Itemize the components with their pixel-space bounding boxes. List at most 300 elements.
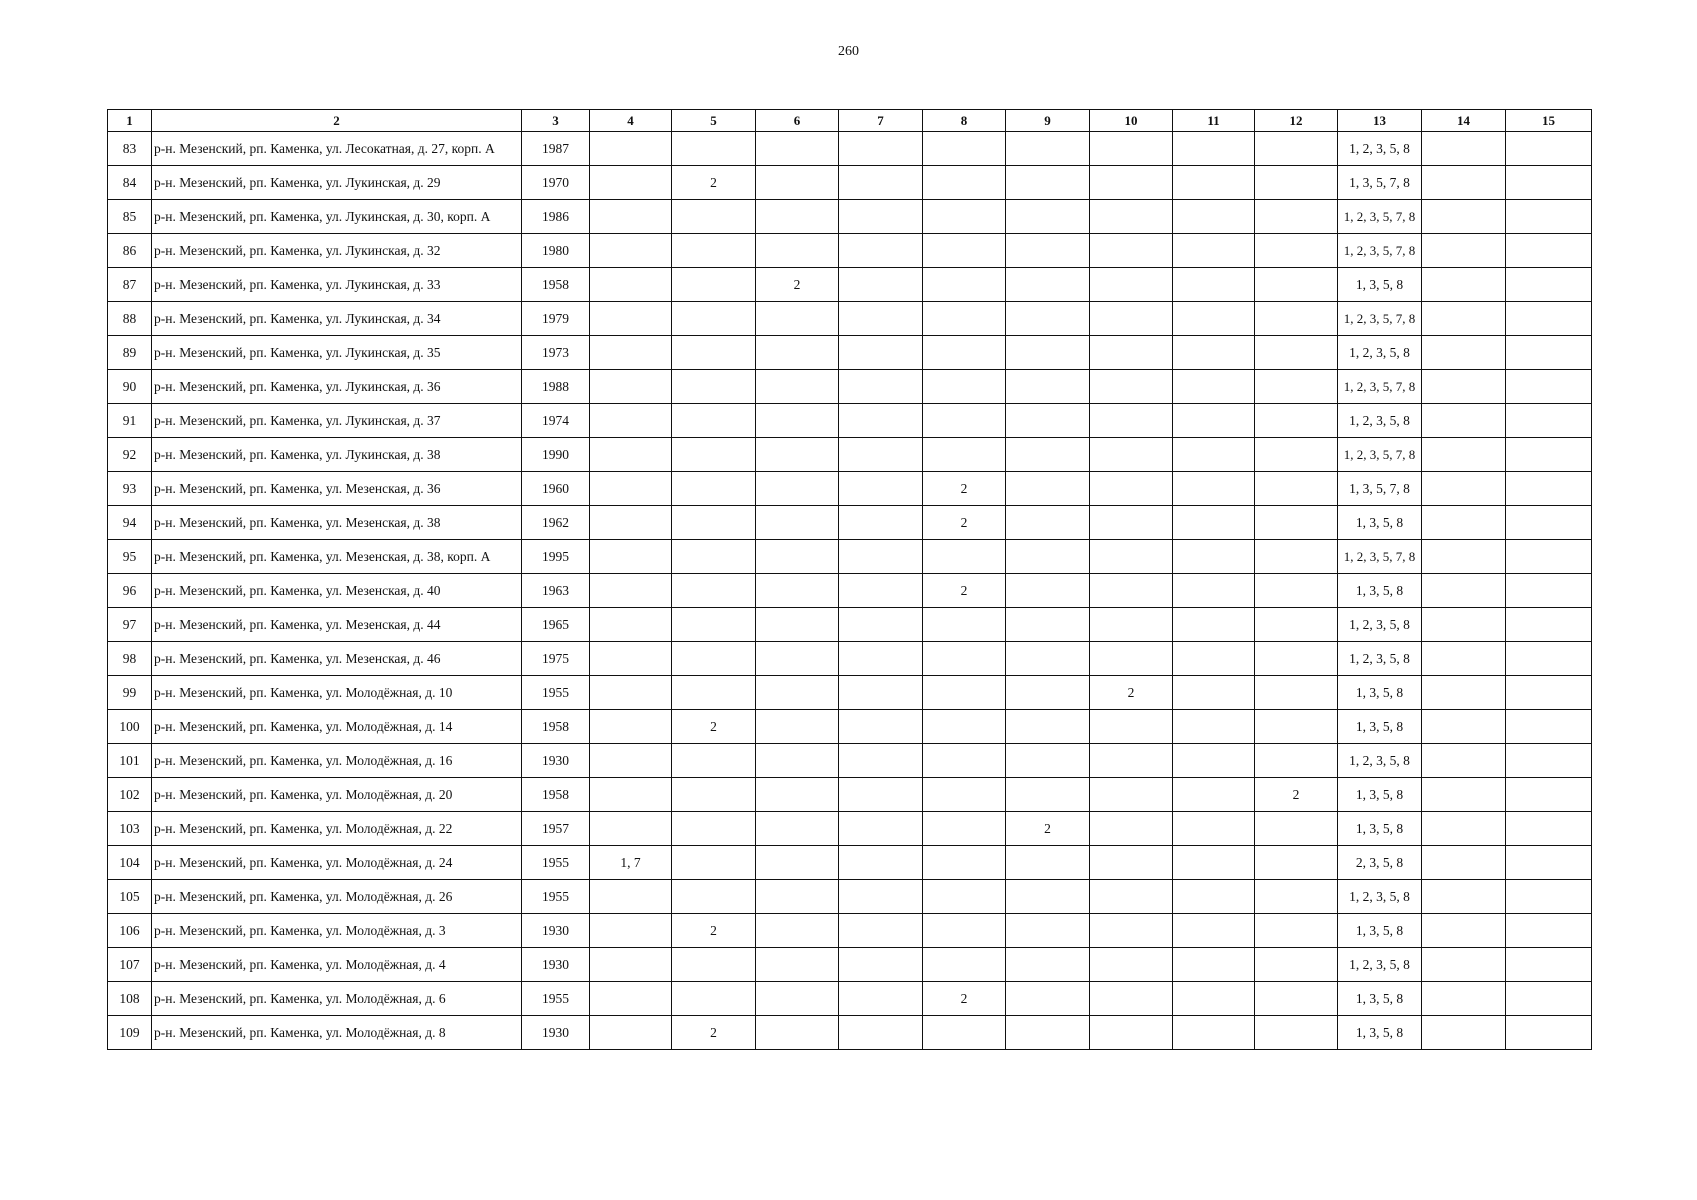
table-cell-col-5: 2 [672, 914, 756, 948]
table-cell-col-7 [839, 132, 923, 166]
table-cell-col-6 [756, 710, 839, 744]
table-cell-col-13: 1, 3, 5, 8 [1338, 812, 1422, 846]
table-cell-col-10 [1090, 948, 1173, 982]
table-cell-col-13: 1, 2, 3, 5, 7, 8 [1338, 234, 1422, 268]
table-cell-col-14 [1422, 404, 1506, 438]
table-cell-col-4 [590, 1016, 672, 1050]
table-cell-col-1: 99 [108, 676, 152, 710]
table-cell-col-11 [1173, 438, 1255, 472]
table-cell-col-1: 108 [108, 982, 152, 1016]
table-cell-col-1: 88 [108, 302, 152, 336]
table-cell-col-4 [590, 234, 672, 268]
table-cell-col-10 [1090, 710, 1173, 744]
table-cell-col-11 [1173, 812, 1255, 846]
column-header-10: 10 [1090, 110, 1173, 132]
table-cell-col-13: 1, 2, 3, 5, 8 [1338, 744, 1422, 778]
table-cell-col-11 [1173, 608, 1255, 642]
table-cell-col-8 [923, 540, 1006, 574]
table-cell-col-3: 1995 [522, 540, 590, 574]
table-cell-col-1: 107 [108, 948, 152, 982]
table-cell-col-12 [1255, 234, 1338, 268]
table-cell-col-12 [1255, 982, 1338, 1016]
table-cell-col-8 [923, 132, 1006, 166]
table-cell-col-10 [1090, 608, 1173, 642]
table-cell-col-4 [590, 506, 672, 540]
table-cell-col-10 [1090, 336, 1173, 370]
table-cell-col-1: 84 [108, 166, 152, 200]
table-cell-col-9 [1006, 778, 1090, 812]
table-cell-col-4 [590, 472, 672, 506]
table-cell-col-4 [590, 914, 672, 948]
table-cell-col-12 [1255, 506, 1338, 540]
table-cell-col-9 [1006, 302, 1090, 336]
table-cell-col-3: 1955 [522, 846, 590, 880]
table-cell-col-6 [756, 302, 839, 336]
table-cell-col-11 [1173, 132, 1255, 166]
table-cell-col-14 [1422, 982, 1506, 1016]
table-cell-col-6 [756, 948, 839, 982]
table-cell-col-14 [1422, 200, 1506, 234]
table-cell-col-8 [923, 812, 1006, 846]
table-cell-col-15 [1506, 778, 1592, 812]
column-header-3: 3 [522, 110, 590, 132]
table-cell-col-8: 2 [923, 574, 1006, 608]
table-cell-col-13: 1, 3, 5, 8 [1338, 574, 1422, 608]
table-cell-col-6 [756, 914, 839, 948]
table-row [108, 744, 1592, 778]
table-row [108, 608, 1592, 642]
table-cell-col-2: р-н. Мезенский, рп. Каменка, ул. Мезенская, д. 38, корп. А [152, 540, 522, 574]
table-cell-col-6 [756, 744, 839, 778]
table-cell-col-11 [1173, 778, 1255, 812]
table-cell-col-14 [1422, 506, 1506, 540]
table-row [108, 846, 1592, 880]
table-cell-col-8 [923, 268, 1006, 302]
table-row [108, 914, 1592, 948]
column-header-11: 11 [1173, 110, 1255, 132]
table-cell-col-2: р-н. Мезенский, рп. Каменка, ул. Мезенская, д. 44 [152, 608, 522, 642]
table-cell-col-12 [1255, 846, 1338, 880]
table-cell-col-1: 93 [108, 472, 152, 506]
table-cell-col-5 [672, 642, 756, 676]
table-cell-col-12 [1255, 880, 1338, 914]
table-cell-col-15 [1506, 812, 1592, 846]
table-cell-col-3: 1979 [522, 302, 590, 336]
column-header-15: 15 [1506, 110, 1592, 132]
table-cell-col-4 [590, 778, 672, 812]
table-cell-col-12 [1255, 642, 1338, 676]
table-cell-col-12 [1255, 574, 1338, 608]
table-cell-col-11 [1173, 948, 1255, 982]
table-cell-col-13: 1, 3, 5, 7, 8 [1338, 472, 1422, 506]
table-cell-col-13: 1, 3, 5, 8 [1338, 1016, 1422, 1050]
table-cell-col-15 [1506, 948, 1592, 982]
table-row [108, 982, 1592, 1016]
table-cell-col-15 [1506, 676, 1592, 710]
table-cell-col-13: 1, 3, 5, 8 [1338, 914, 1422, 948]
table-row [108, 676, 1592, 710]
table-cell-col-10 [1090, 200, 1173, 234]
table-cell-col-11 [1173, 642, 1255, 676]
table-row [108, 132, 1592, 166]
table-cell-col-5 [672, 744, 756, 778]
table-cell-col-12 [1255, 370, 1338, 404]
table-cell-col-11 [1173, 540, 1255, 574]
table-cell-col-10 [1090, 642, 1173, 676]
table-row [108, 506, 1592, 540]
table-cell-col-2: р-н. Мезенский, рп. Каменка, ул. Мезенская, д. 46 [152, 642, 522, 676]
table-cell-col-15 [1506, 268, 1592, 302]
table-cell-col-11 [1173, 846, 1255, 880]
table-cell-col-11 [1173, 200, 1255, 234]
table-cell-col-14 [1422, 710, 1506, 744]
table-cell-col-9 [1006, 1016, 1090, 1050]
table-cell-col-12 [1255, 302, 1338, 336]
table-cell-col-12 [1255, 608, 1338, 642]
table-cell-col-5 [672, 336, 756, 370]
table-cell-col-4 [590, 710, 672, 744]
table-cell-col-7 [839, 914, 923, 948]
table-cell-col-4 [590, 812, 672, 846]
table-cell-col-6 [756, 540, 839, 574]
table-cell-col-10 [1090, 744, 1173, 778]
table-cell-col-3: 1930 [522, 744, 590, 778]
table-cell-col-6 [756, 336, 839, 370]
table-cell-col-15 [1506, 642, 1592, 676]
table-cell-col-7 [839, 302, 923, 336]
table-cell-col-11 [1173, 234, 1255, 268]
table-cell-col-11 [1173, 472, 1255, 506]
table-cell-col-5 [672, 676, 756, 710]
table-cell-col-13: 1, 3, 5, 8 [1338, 506, 1422, 540]
table-cell-col-3: 1987 [522, 132, 590, 166]
table-cell-col-3: 1974 [522, 404, 590, 438]
table-cell-col-15 [1506, 846, 1592, 880]
table-cell-col-2: р-н. Мезенский, рп. Каменка, ул. Молодёжная, д. 4 [152, 948, 522, 982]
table-cell-col-11 [1173, 982, 1255, 1016]
table-row [108, 268, 1592, 302]
table-cell-col-12 [1255, 472, 1338, 506]
table-cell-col-6 [756, 234, 839, 268]
table-cell-col-10 [1090, 914, 1173, 948]
table-cell-col-15 [1506, 880, 1592, 914]
table-cell-col-12 [1255, 676, 1338, 710]
table-cell-col-10 [1090, 404, 1173, 438]
table-cell-col-15 [1506, 336, 1592, 370]
table-cell-col-15 [1506, 404, 1592, 438]
table-cell-col-13: 1, 3, 5, 8 [1338, 982, 1422, 1016]
table-cell-col-5 [672, 370, 756, 404]
table-cell-col-2: р-н. Мезенский, рп. Каменка, ул. Лукинская, д. 37 [152, 404, 522, 438]
table-cell-col-2: р-н. Мезенский, рп. Каменка, ул. Молодёжная, д. 6 [152, 982, 522, 1016]
table-cell-col-7 [839, 1016, 923, 1050]
table-cell-col-1: 101 [108, 744, 152, 778]
table-cell-col-12 [1255, 132, 1338, 166]
table-cell-col-14 [1422, 370, 1506, 404]
table-cell-col-13: 1, 3, 5, 8 [1338, 676, 1422, 710]
table-cell-col-11 [1173, 1016, 1255, 1050]
table-cell-col-11 [1173, 404, 1255, 438]
table-cell-col-9 [1006, 506, 1090, 540]
table-cell-col-2: р-н. Мезенский, рп. Каменка, ул. Лукинская, д. 33 [152, 268, 522, 302]
table-cell-col-13: 1, 2, 3, 5, 8 [1338, 880, 1422, 914]
table-cell-col-4 [590, 336, 672, 370]
table-cell-col-1: 95 [108, 540, 152, 574]
table-cell-col-2: р-н. Мезенский, рп. Каменка, ул. Лукинская, д. 35 [152, 336, 522, 370]
table-cell-col-15 [1506, 472, 1592, 506]
table-cell-col-8 [923, 608, 1006, 642]
column-header-1: 1 [108, 110, 152, 132]
table-cell-col-9 [1006, 200, 1090, 234]
table-cell-col-5 [672, 880, 756, 914]
table-cell-col-7 [839, 336, 923, 370]
table-cell-col-7 [839, 404, 923, 438]
table-cell-col-11 [1173, 710, 1255, 744]
table-cell-col-14 [1422, 642, 1506, 676]
table-cell-col-14 [1422, 166, 1506, 200]
table-cell-col-7 [839, 438, 923, 472]
table-cell-col-8 [923, 336, 1006, 370]
table-cell-col-14 [1422, 234, 1506, 268]
table-cell-col-9 [1006, 846, 1090, 880]
table-cell-col-6 [756, 438, 839, 472]
table-row [108, 472, 1592, 506]
table-cell-col-11 [1173, 166, 1255, 200]
table-cell-col-5 [672, 132, 756, 166]
table-cell-col-4: 1, 7 [590, 846, 672, 880]
table-cell-col-15 [1506, 540, 1592, 574]
table-cell-col-7 [839, 744, 923, 778]
table-cell-col-3: 1962 [522, 506, 590, 540]
table-cell-col-2: р-н. Мезенский, рп. Каменка, ул. Лукинская, д. 38 [152, 438, 522, 472]
table-cell-col-14 [1422, 948, 1506, 982]
table-cell-col-9 [1006, 404, 1090, 438]
table-cell-col-7 [839, 710, 923, 744]
table-cell-col-14 [1422, 914, 1506, 948]
table-cell-col-15 [1506, 200, 1592, 234]
table-cell-col-5 [672, 574, 756, 608]
table-cell-col-3: 1955 [522, 880, 590, 914]
table-cell-col-9 [1006, 676, 1090, 710]
table-cell-col-15 [1506, 710, 1592, 744]
table-cell-col-7 [839, 778, 923, 812]
table-cell-col-3: 1957 [522, 812, 590, 846]
table-cell-col-9 [1006, 914, 1090, 948]
table-cell-col-5 [672, 302, 756, 336]
table-cell-col-6 [756, 982, 839, 1016]
table-cell-col-7 [839, 642, 923, 676]
table-cell-col-7 [839, 268, 923, 302]
table-cell-col-10 [1090, 778, 1173, 812]
table-row [108, 540, 1592, 574]
table-cell-col-6 [756, 132, 839, 166]
table-cell-col-2: р-н. Мезенский, рп. Каменка, ул. Мезенская, д. 40 [152, 574, 522, 608]
table-cell-col-8: 2 [923, 506, 1006, 540]
table-cell-col-4 [590, 880, 672, 914]
table-cell-col-4 [590, 642, 672, 676]
table-cell-col-2: р-н. Мезенский, рп. Каменка, ул. Лукинская, д. 36 [152, 370, 522, 404]
table-cell-col-6 [756, 812, 839, 846]
table-cell-col-4 [590, 982, 672, 1016]
table-cell-col-13: 1, 3, 5, 8 [1338, 778, 1422, 812]
table-cell-col-11 [1173, 336, 1255, 370]
table-cell-col-9 [1006, 336, 1090, 370]
table-cell-col-1: 103 [108, 812, 152, 846]
table-cell-col-15 [1506, 438, 1592, 472]
table-cell-col-6 [756, 846, 839, 880]
table-cell-col-6 [756, 880, 839, 914]
table-cell-col-11 [1173, 744, 1255, 778]
table-row [108, 574, 1592, 608]
table-cell-col-3: 1930 [522, 1016, 590, 1050]
table-cell-col-5 [672, 948, 756, 982]
table-cell-col-4 [590, 438, 672, 472]
table-cell-col-8 [923, 438, 1006, 472]
table-cell-col-3: 1960 [522, 472, 590, 506]
table-cell-col-10 [1090, 506, 1173, 540]
table-cell-col-2: р-н. Мезенский, рп. Каменка, ул. Лукинская, д. 29 [152, 166, 522, 200]
table-cell-col-1: 83 [108, 132, 152, 166]
table-cell-col-8 [923, 302, 1006, 336]
table-cell-col-1: 97 [108, 608, 152, 642]
table-cell-col-7 [839, 948, 923, 982]
table-cell-col-5 [672, 200, 756, 234]
table-cell-col-5 [672, 472, 756, 506]
table-cell-col-12 [1255, 1016, 1338, 1050]
table-cell-col-2: р-н. Мезенский, рп. Каменка, ул. Молодёжная, д. 22 [152, 812, 522, 846]
table-cell-col-15 [1506, 370, 1592, 404]
table-cell-col-8 [923, 710, 1006, 744]
table-cell-col-3: 1930 [522, 948, 590, 982]
table-cell-col-6 [756, 608, 839, 642]
table-cell-col-8 [923, 234, 1006, 268]
table-cell-col-10 [1090, 812, 1173, 846]
table-cell-col-13: 1, 3, 5, 8 [1338, 710, 1422, 744]
table-cell-col-7 [839, 234, 923, 268]
table-cell-col-5: 2 [672, 166, 756, 200]
table-cell-col-4 [590, 744, 672, 778]
table-cell-col-15 [1506, 744, 1592, 778]
table-cell-col-14 [1422, 540, 1506, 574]
table-cell-col-13: 2, 3, 5, 8 [1338, 846, 1422, 880]
table-cell-col-3: 1955 [522, 676, 590, 710]
table-cell-col-10 [1090, 574, 1173, 608]
table-cell-col-11 [1173, 506, 1255, 540]
table-cell-col-5 [672, 982, 756, 1016]
table-cell-col-2: р-н. Мезенский, рп. Каменка, ул. Молодёжная, д. 16 [152, 744, 522, 778]
table-cell-col-12 [1255, 948, 1338, 982]
table-cell-col-9 [1006, 710, 1090, 744]
table-cell-col-7 [839, 982, 923, 1016]
column-header-4: 4 [590, 110, 672, 132]
table-row [108, 710, 1592, 744]
column-header-6: 6 [756, 110, 839, 132]
table-row [108, 336, 1592, 370]
table-cell-col-3: 1975 [522, 642, 590, 676]
table-cell-col-12 [1255, 268, 1338, 302]
table-cell-col-3: 1955 [522, 982, 590, 1016]
table-cell-col-12 [1255, 710, 1338, 744]
table-cell-col-4 [590, 404, 672, 438]
table-cell-col-4 [590, 676, 672, 710]
table-cell-col-8 [923, 370, 1006, 404]
table-cell-col-12 [1255, 336, 1338, 370]
table-cell-col-14 [1422, 608, 1506, 642]
table-cell-col-12 [1255, 166, 1338, 200]
table-cell-col-1: 92 [108, 438, 152, 472]
housing-registry-table [107, 109, 1592, 1050]
table-cell-col-14 [1422, 336, 1506, 370]
table-cell-col-9 [1006, 132, 1090, 166]
column-header-14: 14 [1422, 110, 1506, 132]
table-cell-col-13: 1, 2, 3, 5, 8 [1338, 404, 1422, 438]
table-cell-col-7 [839, 166, 923, 200]
table-cell-col-12: 2 [1255, 778, 1338, 812]
table-cell-col-15 [1506, 132, 1592, 166]
table-cell-col-3: 1958 [522, 268, 590, 302]
table-cell-col-12 [1255, 404, 1338, 438]
table-cell-col-8 [923, 846, 1006, 880]
table-row [108, 370, 1592, 404]
table-cell-col-7 [839, 506, 923, 540]
table-cell-col-12 [1255, 540, 1338, 574]
table-cell-col-7 [839, 608, 923, 642]
table-cell-col-6 [756, 200, 839, 234]
table-cell-col-6 [756, 506, 839, 540]
table-cell-col-11 [1173, 302, 1255, 336]
table-cell-col-7 [839, 200, 923, 234]
table-cell-col-15 [1506, 574, 1592, 608]
table-cell-col-15 [1506, 982, 1592, 1016]
table-cell-col-10 [1090, 982, 1173, 1016]
table-cell-col-9: 2 [1006, 812, 1090, 846]
table-cell-col-4 [590, 948, 672, 982]
column-header-5: 5 [672, 110, 756, 132]
table-cell-col-11 [1173, 914, 1255, 948]
table-cell-col-6 [756, 472, 839, 506]
table-cell-col-6 [756, 166, 839, 200]
table-cell-col-10 [1090, 540, 1173, 574]
table-cell-col-14 [1422, 268, 1506, 302]
table-cell-col-5 [672, 268, 756, 302]
table-cell-col-1: 86 [108, 234, 152, 268]
table-cell-col-9 [1006, 982, 1090, 1016]
table-cell-col-7 [839, 676, 923, 710]
table-cell-col-5 [672, 608, 756, 642]
table-cell-col-9 [1006, 472, 1090, 506]
table-cell-col-2: р-н. Мезенский, рп. Каменка, ул. Молодёжная, д. 8 [152, 1016, 522, 1050]
table-cell-col-4 [590, 268, 672, 302]
table-cell-col-3: 1963 [522, 574, 590, 608]
table-cell-col-5 [672, 778, 756, 812]
table-cell-col-8 [923, 778, 1006, 812]
table-cell-col-9 [1006, 540, 1090, 574]
table-cell-col-12 [1255, 200, 1338, 234]
table-cell-col-14 [1422, 880, 1506, 914]
table-cell-col-10: 2 [1090, 676, 1173, 710]
table-cell-col-13: 1, 2, 3, 5, 7, 8 [1338, 438, 1422, 472]
table-cell-col-2: р-н. Мезенский, рп. Каменка, ул. Молодёжная, д. 10 [152, 676, 522, 710]
table-cell-col-8 [923, 744, 1006, 778]
table-cell-col-14 [1422, 846, 1506, 880]
table-cell-col-13: 1, 2, 3, 5, 8 [1338, 336, 1422, 370]
table-cell-col-9 [1006, 166, 1090, 200]
column-header-2: 2 [152, 110, 522, 132]
table-cell-col-5 [672, 506, 756, 540]
table-cell-col-2: р-н. Мезенский, рп. Каменка, ул. Мезенская, д. 38 [152, 506, 522, 540]
table-row [108, 642, 1592, 676]
table-cell-col-2: р-н. Мезенский, рп. Каменка, ул. Молодёжная, д. 26 [152, 880, 522, 914]
